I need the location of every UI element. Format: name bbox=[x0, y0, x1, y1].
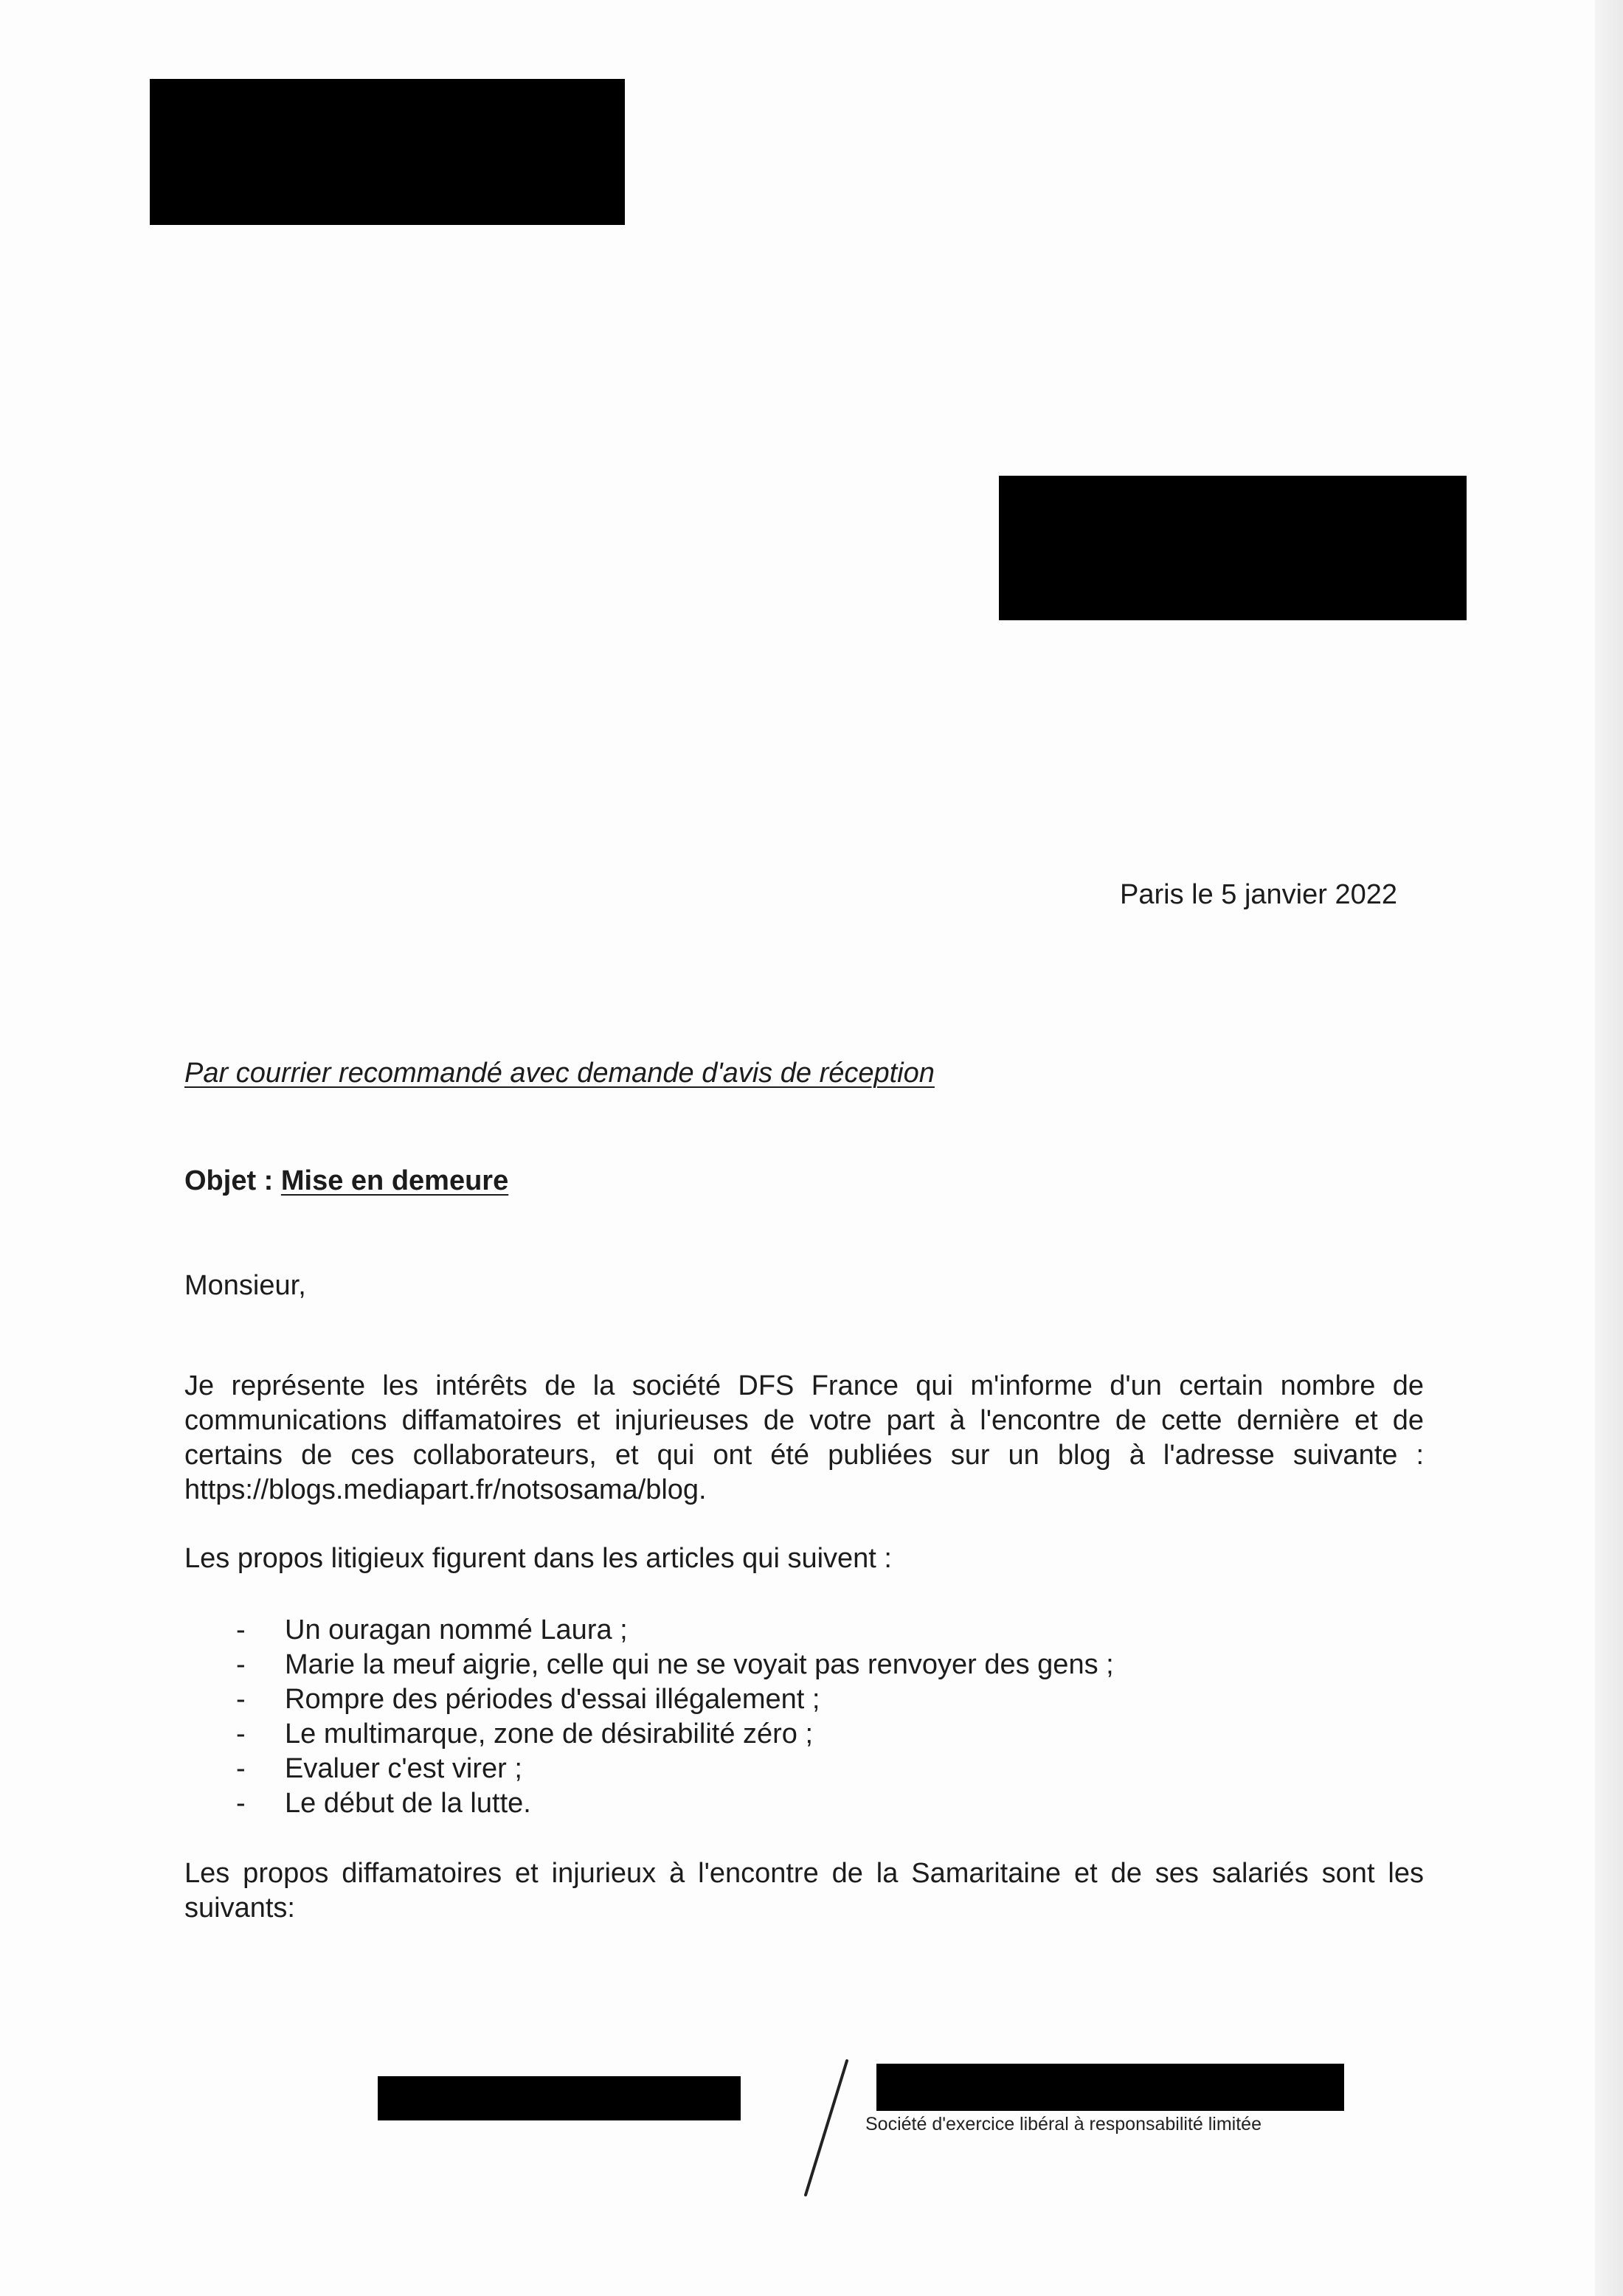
list-item bbox=[184, 1613, 1114, 1648]
redacted-recipient-block bbox=[999, 476, 1467, 620]
paragraph-line: suivants: bbox=[184, 1893, 295, 1924]
paragraph-line: certains de ces collaborateurs, et qui ont été publiées sur un blog à l'adresse suivante : bbox=[184, 1440, 1424, 1471]
article-title: Rompre des périodes d'essai illégalement ; bbox=[285, 1684, 820, 1715]
paragraph-intro bbox=[184, 1369, 1424, 1508]
article-title: Evaluer c'est virer ; bbox=[285, 1753, 522, 1784]
list-dash: - bbox=[236, 1615, 246, 1645]
list-item bbox=[184, 1786, 1114, 1821]
paragraph-line: Les propos diffamatoires et injurieux à l'encontre de la Samaritaine et de ses salariés sont les bbox=[184, 1858, 1424, 1889]
letter-date: Paris le 5 janvier 2022 bbox=[1120, 879, 1397, 910]
paragraph-articles-intro bbox=[184, 1541, 1424, 1576]
articles-list bbox=[184, 1613, 1114, 1821]
list-item bbox=[184, 1717, 1114, 1752]
redacted-sender-block bbox=[150, 79, 625, 225]
list-dash: - bbox=[236, 1649, 246, 1680]
list-dash: - bbox=[236, 1718, 246, 1749]
article-title: Le début de la lutte. bbox=[285, 1788, 531, 1819]
redacted-footer-left bbox=[378, 2076, 741, 2120]
paragraph-statements bbox=[184, 1856, 1424, 1926]
subject-text: Mise en demeure bbox=[280, 1165, 509, 1196]
subject-label: Objet : bbox=[184, 1165, 274, 1196]
list-item bbox=[184, 1648, 1114, 1682]
blog-url: https://blogs.mediapart.fr/notsosama/blog. bbox=[184, 1474, 707, 1505]
paragraph-line: Les propos litigieux figurent dans les articles qui suivent : bbox=[184, 1543, 892, 1574]
article-title: Un ouragan nommé Laura ; bbox=[285, 1615, 628, 1645]
paragraph-line: communications diffamatoires et injurieuses de votre part à l'encontre de cette dernière et de bbox=[184, 1405, 1424, 1436]
paragraph-line: Je représente les intérêts de la société DFS France qui m'informe d'un certain nombre de bbox=[184, 1370, 1424, 1401]
letter-subject bbox=[184, 1164, 508, 1199]
footer-separator bbox=[797, 2058, 856, 2198]
list-item bbox=[184, 1752, 1114, 1786]
delivery-mention: Par courrier recommandé avec demande d'avis de réception bbox=[184, 1058, 935, 1089]
article-title: Marie la meuf aigrie, celle qui ne se voyait pas renvoyer des gens ; bbox=[285, 1649, 1114, 1680]
company-form-note: Société d'exercice libéral à responsabilité limitée bbox=[865, 2114, 1262, 2134]
scan-edge bbox=[1595, 0, 1623, 2296]
salutation: Monsieur, bbox=[184, 1270, 306, 1301]
list-dash: - bbox=[236, 1788, 246, 1819]
article-title: Le multimarque, zone de désirabilité zéro ; bbox=[285, 1718, 814, 1749]
list-item bbox=[184, 1682, 1114, 1717]
list-dash: - bbox=[236, 1684, 246, 1715]
redacted-footer-right bbox=[876, 2064, 1344, 2111]
list-dash: - bbox=[236, 1753, 246, 1784]
